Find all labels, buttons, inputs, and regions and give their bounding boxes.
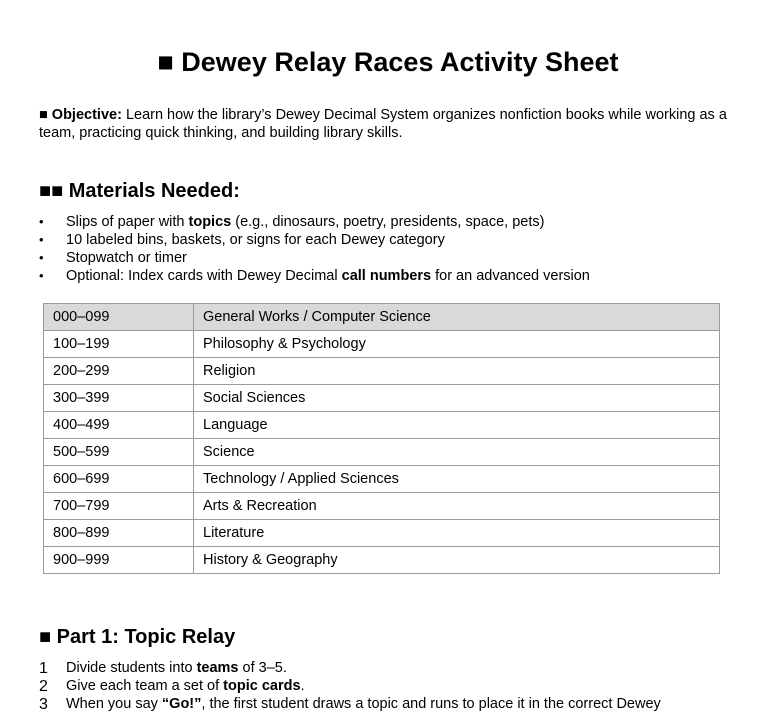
dewey-range-cell: 300–399 <box>44 385 194 412</box>
part1-heading: ■ Part 1: Topic Relay <box>39 626 236 648</box>
dewey-range-cell: 700–799 <box>44 493 194 520</box>
table-row <box>44 412 720 439</box>
step-number: 3 <box>39 696 48 713</box>
table-row <box>44 358 720 385</box>
list-item: • Optional: Index cards with Dewey Decimal call numbers for an advanced version <box>39 267 590 285</box>
list-item: • 10 labeled bins, baskets, or signs for each Dewey category <box>39 231 590 249</box>
table-row <box>44 493 720 520</box>
dewey-category-cell: Science <box>194 439 720 466</box>
part1-steps-list <box>39 659 661 713</box>
dewey-table <box>43 303 720 574</box>
dewey-category-cell: Literature <box>194 520 720 547</box>
step-number: 2 <box>39 678 48 695</box>
table-row <box>44 520 720 547</box>
page-title: ■ Dewey Relay Races Activity Sheet <box>157 47 619 77</box>
dewey-category-cell: History & Geography <box>194 547 720 574</box>
dewey-category-cell: Religion <box>194 358 720 385</box>
list-item: 2 Give each team a set of topic cards. <box>39 678 305 695</box>
dewey-category-cell: General Works / Computer Science <box>194 304 720 331</box>
objective-marker: ■ <box>39 107 48 123</box>
objective-text: Learn how the library’s Dewey Decimal System organizes nonfiction books while working as a team, practicing quick thinking, and building library skills. <box>39 107 727 141</box>
dewey-category-cell: Technology / Applied Sciences <box>194 466 720 493</box>
dewey-range-cell: 000–099 <box>44 304 194 331</box>
materials-list <box>39 213 590 285</box>
dewey-category-cell: Philosophy & Psychology <box>194 331 720 358</box>
dewey-range-cell: 600–699 <box>44 466 194 493</box>
dewey-category-cell: Arts & Recreation <box>194 493 720 520</box>
step-number: 1 <box>39 660 48 677</box>
list-item: 1 Divide students into teams of 3–5. <box>39 660 287 677</box>
table-row <box>44 466 720 493</box>
table-row <box>44 439 720 466</box>
materials-heading: ■■ Materials Needed: <box>39 180 240 202</box>
table-row <box>44 547 720 574</box>
list-item: • Slips of paper with topics (e.g., dinosaurs, poetry, presidents, space, pets) <box>39 213 590 231</box>
dewey-range-cell: 800–899 <box>44 520 194 547</box>
dewey-range-cell: 100–199 <box>44 331 194 358</box>
objective-label: Objective: <box>51 107 122 123</box>
dewey-category-cell: Social Sciences <box>194 385 720 412</box>
table-row <box>44 331 720 358</box>
objective-paragraph <box>39 106 739 142</box>
dewey-category-cell: Language <box>194 412 720 439</box>
dewey-range-cell: 900–999 <box>44 547 194 574</box>
list-item: 3 When you say “Go!”, the first student draws a topic and runs to place it in the correct Dewey <box>39 696 661 713</box>
dewey-range-cell: 400–499 <box>44 412 194 439</box>
table-row <box>44 304 720 331</box>
dewey-range-cell: 200–299 <box>44 358 194 385</box>
table-row <box>44 385 720 412</box>
dewey-range-cell: 500–599 <box>44 439 194 466</box>
list-item: • Stopwatch or timer <box>39 249 590 267</box>
